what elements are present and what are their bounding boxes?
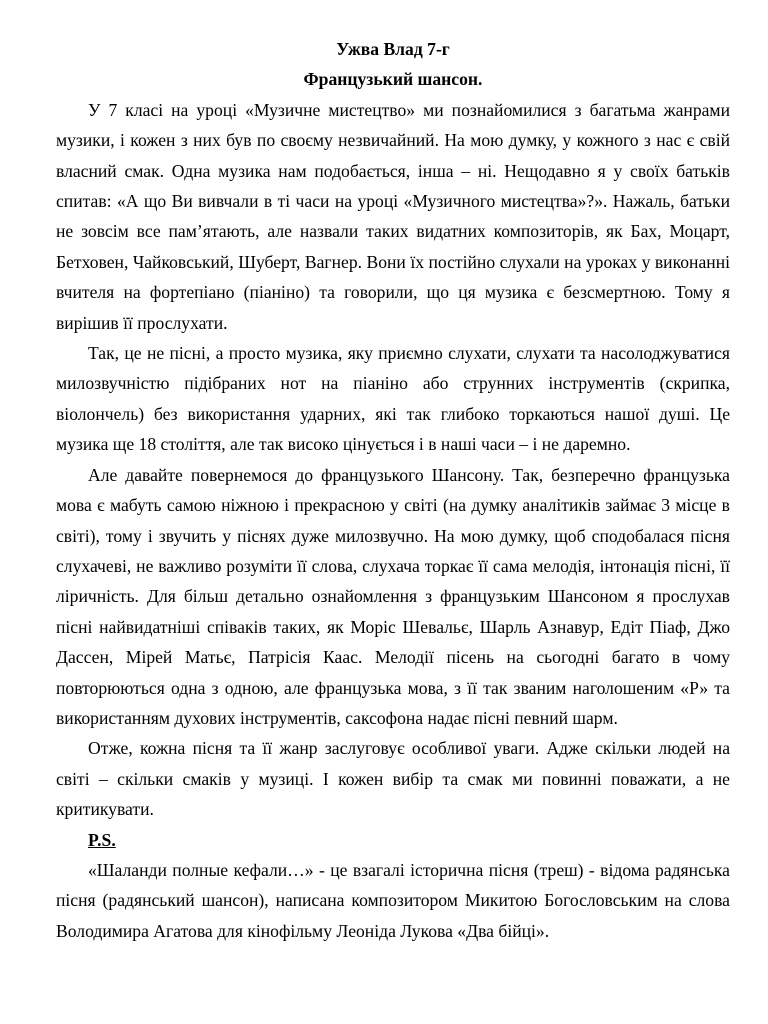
paragraph: У 7 класі на уроці «Музичне мистецтво» ми познайомилися з багатьма жанрами музики, і кожен з них був по своєму незвичайний. На мою думку, у кожного з нас є свій власний смак. Одна музика нам подобається, інша – ні. Нещодавно я у своїх батьків спитав: «А що Ви вивчали в ті часи на уроці «Музичного мистецтва»?». Нажаль, батьки не зовсім все пам’ятають, але назвали таких видатних композиторів, як Бах, Моцарт, Бетховен, Чайковський, Шуберт, Вагнер. Вони їх постійно слухали на уроках у виконанні вчителя на фортепіано (піаніно) та говорили, що ця музика є безсмертною. Тому я вирішив її прослухати.	[56, 99, 730, 333]
author-line: Ужва Влад 7-г	[336, 39, 450, 59]
paragraph: Але давайте повернемося до французького Шансону. Так, безперечно французька мова є мабуть самою ніжною і прекрасною у світі (на думку аналітиків займає 3 місце в світі), тому і звучить у піснях дуже милозвучно. На мою думку, щоб сподобалася пісня слухачеві, не важливо розуміти її слова, слухача торкає її сама мелодія, інтонація пісні, її ліричність. Для більш детально ознайомлення з французьким Шансоном я прослухав пісні найвидатніші співаків таких, як Моріс Шевальє, Шарль Азнавур, Едіт Піаф, Джо Дассен, Мірей Матьє, Патрісія Каас. Мелодії пісень на сьогодні багато в чому повторюються одна з одною, але французька мова, з її так званим наголошеним «Р» та використанням духових інструментів, саксофона надає пісні певний шарм.	[56, 464, 730, 728]
paragraph: Так, це не пісні, а просто музика, яку приємно слухати, слухати та насолоджуватися милозвучністю підібраних нот на піаніно або струнних інструментів (скрипка, віолончель) без використання ударних, які так глибоко торкаються нашої душі. Це музика ще 18 століття, але так високо цінується і в наші часи – і не даремно.	[56, 343, 730, 455]
document-body	[56, 34, 730, 946]
ps-paragraph: «Шаланди полные кефали…» - це взагалі історична пісня (треш) - відома радянська пісня (радянський шансон), написана композитором Микитою Богословським на слова Володимира Агатова для кінофільму Леоніда Лукова «Два бійці».	[56, 859, 730, 941]
paragraph: Отже, кожна пісня та її жанр заслуговує особливої уваги. Адже скільки людей на світі – скільки смаків у музиці. І кожен вибір та смак ми повинні поважати, а не критикувати.	[56, 738, 730, 820]
document-title: Французький шансон.	[303, 69, 483, 90]
ps-label: P.S.	[88, 829, 116, 850]
